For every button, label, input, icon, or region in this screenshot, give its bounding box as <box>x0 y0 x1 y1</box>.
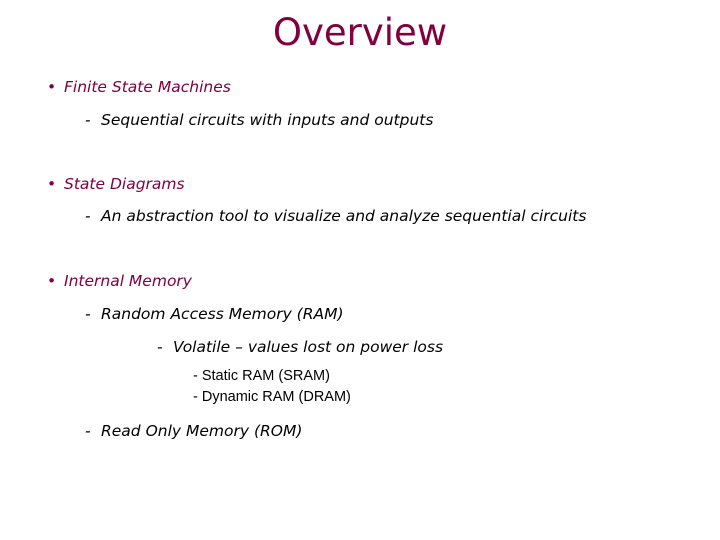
sub-item-rom <box>85 421 302 441</box>
sub-item-text: Volatile – values lost on power loss <box>173 338 444 356</box>
sub-item-dram: - Dynamic RAM (DRAM) <box>193 389 351 405</box>
bullet-icon: • <box>47 175 57 193</box>
sub-item <box>85 206 586 226</box>
sub-item-text: An abstraction tool to visualize and analyze sequential circuits <box>101 207 587 225</box>
bullet-heading: Internal Memory <box>64 272 192 290</box>
dash-marker: - <box>85 422 91 440</box>
bullet-icon: • <box>47 78 57 96</box>
sub-item-sram: - Static RAM (SRAM) <box>193 368 330 384</box>
sub-item-text: Random Access Memory (RAM) <box>101 305 344 323</box>
dash-marker: - <box>85 111 91 129</box>
dash-marker: - <box>85 207 91 225</box>
dash-marker: - <box>85 305 91 323</box>
sub-item-text: Sequential circuits with inputs and outputs <box>101 111 434 129</box>
sub-item-ram <box>85 304 344 324</box>
sub-item-volatile <box>157 337 443 357</box>
bullet-icon: • <box>47 272 57 290</box>
bullet-finite-state-machines <box>47 77 231 97</box>
sub-item <box>85 110 433 130</box>
bullet-heading: Finite State Machines <box>64 78 231 96</box>
slide-title: Overview <box>272 11 448 54</box>
bullet-internal-memory <box>47 271 192 291</box>
sub-item-text: Read Only Memory (ROM) <box>101 422 303 440</box>
bullet-heading: State Diagrams <box>64 175 185 193</box>
dash-marker: - <box>157 338 163 356</box>
bullet-state-diagrams <box>47 174 185 194</box>
